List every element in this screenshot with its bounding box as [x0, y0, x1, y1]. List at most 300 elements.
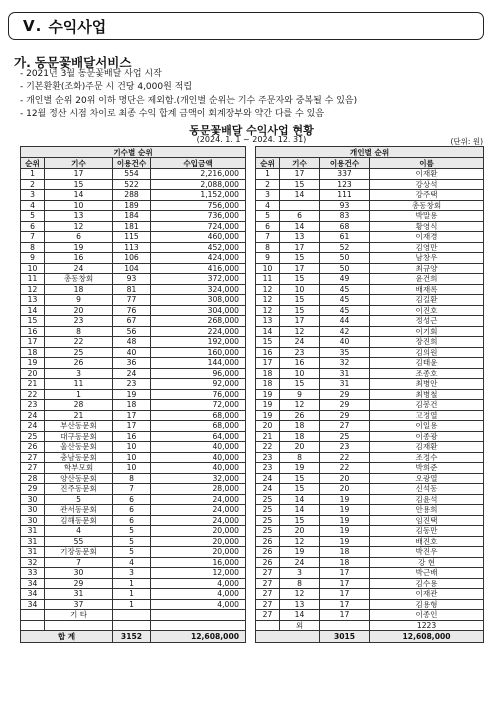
- left-rank-cell: 5: [21, 211, 45, 222]
- left-count-cell: 104: [113, 263, 151, 274]
- right-rank-cell: 13: [256, 316, 280, 327]
- table-row: [21, 221, 484, 232]
- section-number: Ⅴ.: [23, 17, 43, 35]
- right-class-cell: 20: [280, 442, 320, 453]
- col-header: 이용건수: [113, 158, 151, 169]
- table-row: [21, 169, 484, 180]
- right-class-cell: 12: [280, 400, 320, 411]
- right-name-cell: 이진호: [370, 305, 484, 316]
- left-group-header: 기수별 순위: [21, 147, 246, 158]
- right-count-cell: 42: [320, 326, 370, 337]
- table-row: [21, 442, 484, 453]
- right-rank-cell: 26: [256, 536, 280, 547]
- right-name-cell: 김영만: [370, 242, 484, 253]
- right-name-cell: 최병안: [370, 379, 484, 390]
- column-gap: [246, 379, 256, 390]
- column-gap: [246, 190, 256, 201]
- left-rank-cell: 7: [21, 232, 45, 243]
- left-class-cell: 15: [45, 179, 113, 190]
- left-class-cell: 11: [45, 379, 113, 390]
- left-count-cell: 522: [113, 179, 151, 190]
- right-count-cell: 19: [320, 494, 370, 505]
- right-rank-cell: 25: [256, 526, 280, 537]
- left-amount-cell: 16,000: [151, 557, 246, 568]
- left-rank-cell: 14: [21, 305, 45, 316]
- right-rank-cell: 22: [256, 442, 280, 453]
- left-amount-cell: 144,000: [151, 358, 246, 369]
- left-rank-cell: 10: [21, 263, 45, 274]
- left-count-cell: 6: [113, 505, 151, 516]
- left-count-cell: 7: [113, 484, 151, 495]
- column-gap: [246, 442, 256, 453]
- column-gap: [246, 578, 256, 589]
- left-count-cell: 76: [113, 305, 151, 316]
- left-count-cell: 10: [113, 463, 151, 474]
- right-name-cell: 박희준: [370, 463, 484, 474]
- left-count-cell: 288: [113, 190, 151, 201]
- right-count-cell: 20: [320, 473, 370, 484]
- right-rank-cell: 8: [256, 242, 280, 253]
- left-class-cell: 13: [45, 211, 113, 222]
- table-row: [21, 515, 484, 526]
- left-rank-cell: 24: [21, 410, 45, 421]
- right-class-cell: 13: [280, 599, 320, 610]
- column-header-row: [21, 158, 484, 169]
- right-rank-cell: 6: [256, 221, 280, 232]
- column-gap: [246, 358, 256, 369]
- left-rank-cell: 26: [21, 442, 45, 453]
- left-amount-cell: 372,000: [151, 274, 246, 285]
- table-row: [21, 316, 484, 327]
- table-row: [21, 484, 484, 495]
- right-name-cell: 강주택: [370, 190, 484, 201]
- left-count-cell: 18: [113, 400, 151, 411]
- right-name-cell: 이기회: [370, 326, 484, 337]
- left-count-cell: [113, 610, 151, 621]
- right-name-cell: 김재환: [370, 442, 484, 453]
- left-class-cell: 8: [45, 326, 113, 337]
- table-row: [21, 295, 484, 306]
- left-rank-cell: 24: [21, 421, 45, 432]
- right-class-cell: 10: [280, 368, 320, 379]
- left-class-cell: 28: [45, 400, 113, 411]
- column-gap: [246, 431, 256, 442]
- right-name-cell: 김동만: [370, 526, 484, 537]
- right-name-cell: 배진호: [370, 536, 484, 547]
- right-count-cell: 111: [320, 190, 370, 201]
- right-rank-cell: 27: [256, 568, 280, 579]
- right-rank-cell: 25: [256, 494, 280, 505]
- left-amount-cell: 24,000: [151, 505, 246, 516]
- right-rank-cell: 20: [256, 421, 280, 432]
- table-row: [21, 211, 484, 222]
- left-class-cell: 울산동문회: [45, 442, 113, 453]
- right-rank-cell: 3: [256, 190, 280, 201]
- right-count-cell: 18: [320, 557, 370, 568]
- subsection-label: 가.: [14, 55, 31, 70]
- left-class-cell: 관서동문회: [45, 505, 113, 516]
- table-row: [21, 610, 484, 621]
- right-class-cell: 14: [280, 610, 320, 621]
- left-rank-cell: 27: [21, 452, 45, 463]
- left-rank-cell: 20: [21, 368, 45, 379]
- right-rank-cell: 7: [256, 232, 280, 243]
- right-name-cell: 강상석: [370, 179, 484, 190]
- right-count-cell: 27: [320, 421, 370, 432]
- left-amount-cell: 308,000: [151, 295, 246, 306]
- right-name-cell: 최병철: [370, 389, 484, 400]
- right-count-cell: 83: [320, 211, 370, 222]
- note-item: - 12월 정산 시점 차이로 최종 수익 합계 금액이 회계장부와 약간 다를 수 있음: [20, 108, 490, 121]
- right-rank-cell: 24: [256, 484, 280, 495]
- left-rank-cell: 30: [21, 494, 45, 505]
- column-gap: [246, 284, 256, 295]
- right-name-cell: 배재록: [370, 284, 484, 295]
- left-count-cell: 19: [113, 389, 151, 400]
- right-class-cell: 8: [280, 452, 320, 463]
- left-amount-cell: 2,216,000: [151, 169, 246, 180]
- left-count-cell: 181: [113, 221, 151, 232]
- right-class-cell: 24: [280, 557, 320, 568]
- left-amount-cell: 192,000: [151, 337, 246, 348]
- right-rank-cell: 10: [256, 263, 280, 274]
- table-row: [21, 179, 484, 190]
- table-row: [21, 505, 484, 516]
- left-amount-cell: 460,000: [151, 232, 246, 243]
- column-gap: [246, 473, 256, 484]
- table-row: [21, 400, 484, 411]
- right-name-cell: 1223: [370, 620, 484, 631]
- left-amount-cell: 40,000: [151, 463, 246, 474]
- left-rank-cell: 19: [21, 358, 45, 369]
- right-class-cell: 14: [280, 494, 320, 505]
- table-row: [21, 347, 484, 358]
- left-rank-cell: 31: [21, 547, 45, 558]
- left-count-cell: 6: [113, 515, 151, 526]
- column-gap: [246, 494, 256, 505]
- right-class-cell: 15: [280, 295, 320, 306]
- left-amount-cell: 4,000: [151, 578, 246, 589]
- right-count-cell: 45: [320, 295, 370, 306]
- column-gap: [246, 316, 256, 327]
- left-count-cell: 67: [113, 316, 151, 327]
- right-rank-cell: 12: [256, 295, 280, 306]
- right-class-cell: 15: [280, 379, 320, 390]
- right-count-cell: 19: [320, 536, 370, 547]
- right-count-cell: 17: [320, 578, 370, 589]
- total-amount-right: 12,608,000: [370, 631, 484, 643]
- column-gap: [246, 295, 256, 306]
- right-class-cell: 17: [280, 316, 320, 327]
- right-rank-cell: 23: [256, 463, 280, 474]
- right-class-cell: 14: [280, 190, 320, 201]
- right-class-cell: 3: [280, 568, 320, 579]
- left-class-cell: 23: [45, 316, 113, 327]
- right-count-cell: 20: [320, 484, 370, 495]
- table-row: [21, 463, 484, 474]
- table-row: [21, 473, 484, 484]
- left-count-cell: 24: [113, 368, 151, 379]
- left-amount-cell: 76,000: [151, 389, 246, 400]
- column-gap: [246, 484, 256, 495]
- left-count-cell: 5: [113, 526, 151, 537]
- right-count-cell: 17: [320, 568, 370, 579]
- column-gap: [246, 400, 256, 411]
- table-row: [21, 368, 484, 379]
- left-count-cell: 48: [113, 337, 151, 348]
- column-gap: [246, 221, 256, 232]
- right-class-cell: 8: [280, 578, 320, 589]
- right-name-cell: 김의원: [370, 347, 484, 358]
- right-rank-cell: 24: [256, 473, 280, 484]
- table-row: [21, 494, 484, 505]
- table-row: [21, 337, 484, 348]
- right-count-cell: [320, 620, 370, 631]
- right-rank-cell: 17: [256, 358, 280, 369]
- left-amount-cell: 20,000: [151, 547, 246, 558]
- left-class-cell: 6: [45, 232, 113, 243]
- table-row: [21, 358, 484, 369]
- right-count-cell: 19: [320, 515, 370, 526]
- right-name-cell: 안용희: [370, 505, 484, 516]
- table-row: [21, 410, 484, 421]
- left-class-cell: 부산동문회: [45, 421, 113, 432]
- right-name-cell: 김윤석: [370, 494, 484, 505]
- column-gap: [246, 547, 256, 558]
- column-gap: [246, 568, 256, 579]
- table-row: [21, 578, 484, 589]
- left-class-cell: 대구동문회: [45, 431, 113, 442]
- right-count-cell: 45: [320, 284, 370, 295]
- left-amount-cell: 68,000: [151, 410, 246, 421]
- left-rank-cell: 6: [21, 221, 45, 232]
- right-class-cell: 26: [280, 410, 320, 421]
- left-rank-cell: 3: [21, 190, 45, 201]
- column-gap: [246, 452, 256, 463]
- left-amount-cell: [151, 620, 246, 631]
- left-count-cell: [113, 620, 151, 631]
- left-rank-cell: 21: [21, 379, 45, 390]
- column-gap: [246, 515, 256, 526]
- right-count-cell: 22: [320, 463, 370, 474]
- left-amount-cell: 2,088,000: [151, 179, 246, 190]
- left-class-cell: 24: [45, 263, 113, 274]
- left-count-cell: 106: [113, 253, 151, 264]
- right-name-cell: 정성근: [370, 316, 484, 327]
- left-class-cell: 3: [45, 368, 113, 379]
- left-amount-cell: 452,000: [151, 242, 246, 253]
- left-rank-cell: 28: [21, 473, 45, 484]
- right-count-cell: 19: [320, 526, 370, 537]
- left-rank-cell: 23: [21, 400, 45, 411]
- left-class-cell: 진주동문회: [45, 484, 113, 495]
- right-class-cell: 15: [280, 305, 320, 316]
- column-gap: [246, 526, 256, 537]
- left-rank-cell: [21, 610, 45, 621]
- right-rank-cell: 27: [256, 578, 280, 589]
- total-label: 합 계: [21, 631, 113, 643]
- table-row: [21, 326, 484, 337]
- right-class-cell: 15: [280, 274, 320, 285]
- left-amount-cell: 40,000: [151, 452, 246, 463]
- subsection-name: 동문꽃배달서비스: [34, 55, 132, 70]
- right-class-cell: 13: [280, 232, 320, 243]
- right-rank-cell: 1: [256, 169, 280, 180]
- left-count-cell: 189: [113, 200, 151, 211]
- left-class-cell: 총동창회: [45, 274, 113, 285]
- right-class-cell: 14: [280, 221, 320, 232]
- left-amount-cell: 72,000: [151, 400, 246, 411]
- right-rank-cell: 19: [256, 400, 280, 411]
- column-gap: [246, 505, 256, 516]
- right-rank-cell: 18: [256, 368, 280, 379]
- column-gap: [246, 463, 256, 474]
- column-gap: [246, 274, 256, 285]
- table-row: [21, 452, 484, 463]
- right-class-cell: 19: [280, 463, 320, 474]
- right-name-cell: 이재경: [370, 232, 484, 243]
- table-row: [21, 379, 484, 390]
- right-count-cell: 31: [320, 368, 370, 379]
- left-amount-cell: 4,000: [151, 589, 246, 600]
- left-rank-cell: 11: [21, 274, 45, 285]
- right-rank-cell: 23: [256, 452, 280, 463]
- left-rank-cell: 15: [21, 316, 45, 327]
- left-amount-cell: 160,000: [151, 347, 246, 358]
- left-amount-cell: 20,000: [151, 526, 246, 537]
- column-gap: [246, 253, 256, 264]
- left-class-cell: 31: [45, 589, 113, 600]
- right-class-cell: 12: [280, 536, 320, 547]
- left-amount-cell: 756,000: [151, 200, 246, 211]
- right-name-cell: 박근배: [370, 568, 484, 579]
- right-rank-cell: 14: [256, 326, 280, 337]
- right-name-cell: 박진우: [370, 547, 484, 558]
- right-rank-cell: 27: [256, 599, 280, 610]
- left-amount-cell: 224,000: [151, 326, 246, 337]
- left-class-cell: 20: [45, 305, 113, 316]
- left-rank-cell: 32: [21, 557, 45, 568]
- left-class-cell: 충남동문회: [45, 452, 113, 463]
- table-row: [21, 547, 484, 558]
- table-row: [21, 421, 484, 432]
- table-row: [21, 389, 484, 400]
- left-count-cell: 1: [113, 599, 151, 610]
- right-name-cell: 남창우: [370, 253, 484, 264]
- left-rank-cell: 22: [21, 389, 45, 400]
- right-name-cell: 이재환: [370, 169, 484, 180]
- column-gap: [246, 599, 256, 610]
- left-count-cell: 93: [113, 274, 151, 285]
- right-name-cell: 김봉건: [370, 400, 484, 411]
- table-row: [21, 536, 484, 547]
- left-rank-cell: 18: [21, 347, 45, 358]
- right-class-cell: 14: [280, 505, 320, 516]
- right-name-cell: 조정수: [370, 452, 484, 463]
- right-rank-cell: 25: [256, 505, 280, 516]
- left-count-cell: 5: [113, 536, 151, 547]
- right-rank-cell: 19: [256, 389, 280, 400]
- right-name-cell: 김용형: [370, 599, 484, 610]
- right-rank-cell: 18: [256, 379, 280, 390]
- col-header: 수입금액: [151, 158, 246, 169]
- left-amount-cell: 40,000: [151, 442, 246, 453]
- left-count-cell: 1: [113, 589, 151, 600]
- total-count-right: 3015: [320, 631, 370, 643]
- column-gap: [246, 337, 256, 348]
- right-name-cell: 장진희: [370, 337, 484, 348]
- right-class-cell: 15: [280, 179, 320, 190]
- left-rank-cell: 34: [21, 578, 45, 589]
- left-count-cell: 81: [113, 284, 151, 295]
- total-row: [21, 631, 484, 643]
- right-name-cell: 황영식: [370, 221, 484, 232]
- table-row: [21, 274, 484, 285]
- col-header: 순위: [21, 158, 45, 169]
- right-count-cell: 52: [320, 242, 370, 253]
- left-amount-cell: [151, 610, 246, 621]
- column-gap: [246, 326, 256, 337]
- left-class-cell: 10: [45, 200, 113, 211]
- right-class-cell: 16: [280, 358, 320, 369]
- table-period: (2024. 1. 1 ~ 2024. 12. 31): [196, 135, 307, 144]
- right-count-cell: 40: [320, 337, 370, 348]
- col-header: 이름: [370, 158, 484, 169]
- left-count-cell: 115: [113, 232, 151, 243]
- left-count-cell: 5: [113, 547, 151, 558]
- right-class-cell: 17: [280, 169, 320, 180]
- right-count-cell: 68: [320, 221, 370, 232]
- right-name-cell: 이재관: [370, 589, 484, 600]
- right-class-cell: 24: [280, 337, 320, 348]
- right-class-cell: 10: [280, 284, 320, 295]
- column-gap: [246, 179, 256, 190]
- right-name-cell: 강 현: [370, 557, 484, 568]
- left-count-cell: 6: [113, 494, 151, 505]
- left-amount-cell: 12,000: [151, 568, 246, 579]
- right-class-cell: 15: [280, 484, 320, 495]
- left-rank-cell: 16: [21, 326, 45, 337]
- left-count-cell: 77: [113, 295, 151, 306]
- right-name-cell: 총동창회: [370, 200, 484, 211]
- column-gap: [246, 368, 256, 379]
- left-rank-cell: 34: [21, 599, 45, 610]
- column-gap: [246, 211, 256, 222]
- right-class-cell: 15: [280, 253, 320, 264]
- right-count-cell: 50: [320, 263, 370, 274]
- table-row: [21, 263, 484, 274]
- left-class-cell: 25: [45, 347, 113, 358]
- left-rank-cell: 2: [21, 179, 45, 190]
- left-class-cell: 37: [45, 599, 113, 610]
- right-class-cell: 18: [280, 421, 320, 432]
- left-class-cell: 14: [45, 190, 113, 201]
- left-amount-cell: 24,000: [151, 494, 246, 505]
- note-item: - 개인별 순위 20위 이하 명단은 제외함.(개인별 순위는 기수 주문자와 중복될 수 있음): [20, 95, 490, 108]
- right-count-cell: 35: [320, 347, 370, 358]
- left-class-cell: 양산동문회: [45, 473, 113, 484]
- right-count-cell: 337: [320, 169, 370, 180]
- right-name-cell: 조종호: [370, 368, 484, 379]
- left-amount-cell: 424,000: [151, 253, 246, 264]
- left-class-cell: 26: [45, 358, 113, 369]
- table-row: [21, 557, 484, 568]
- left-class-cell: 9: [45, 295, 113, 306]
- revenue-table: [20, 146, 484, 643]
- right-count-cell: 50: [320, 253, 370, 264]
- column-gap: [246, 410, 256, 421]
- left-class-cell: 김해동문회: [45, 515, 113, 526]
